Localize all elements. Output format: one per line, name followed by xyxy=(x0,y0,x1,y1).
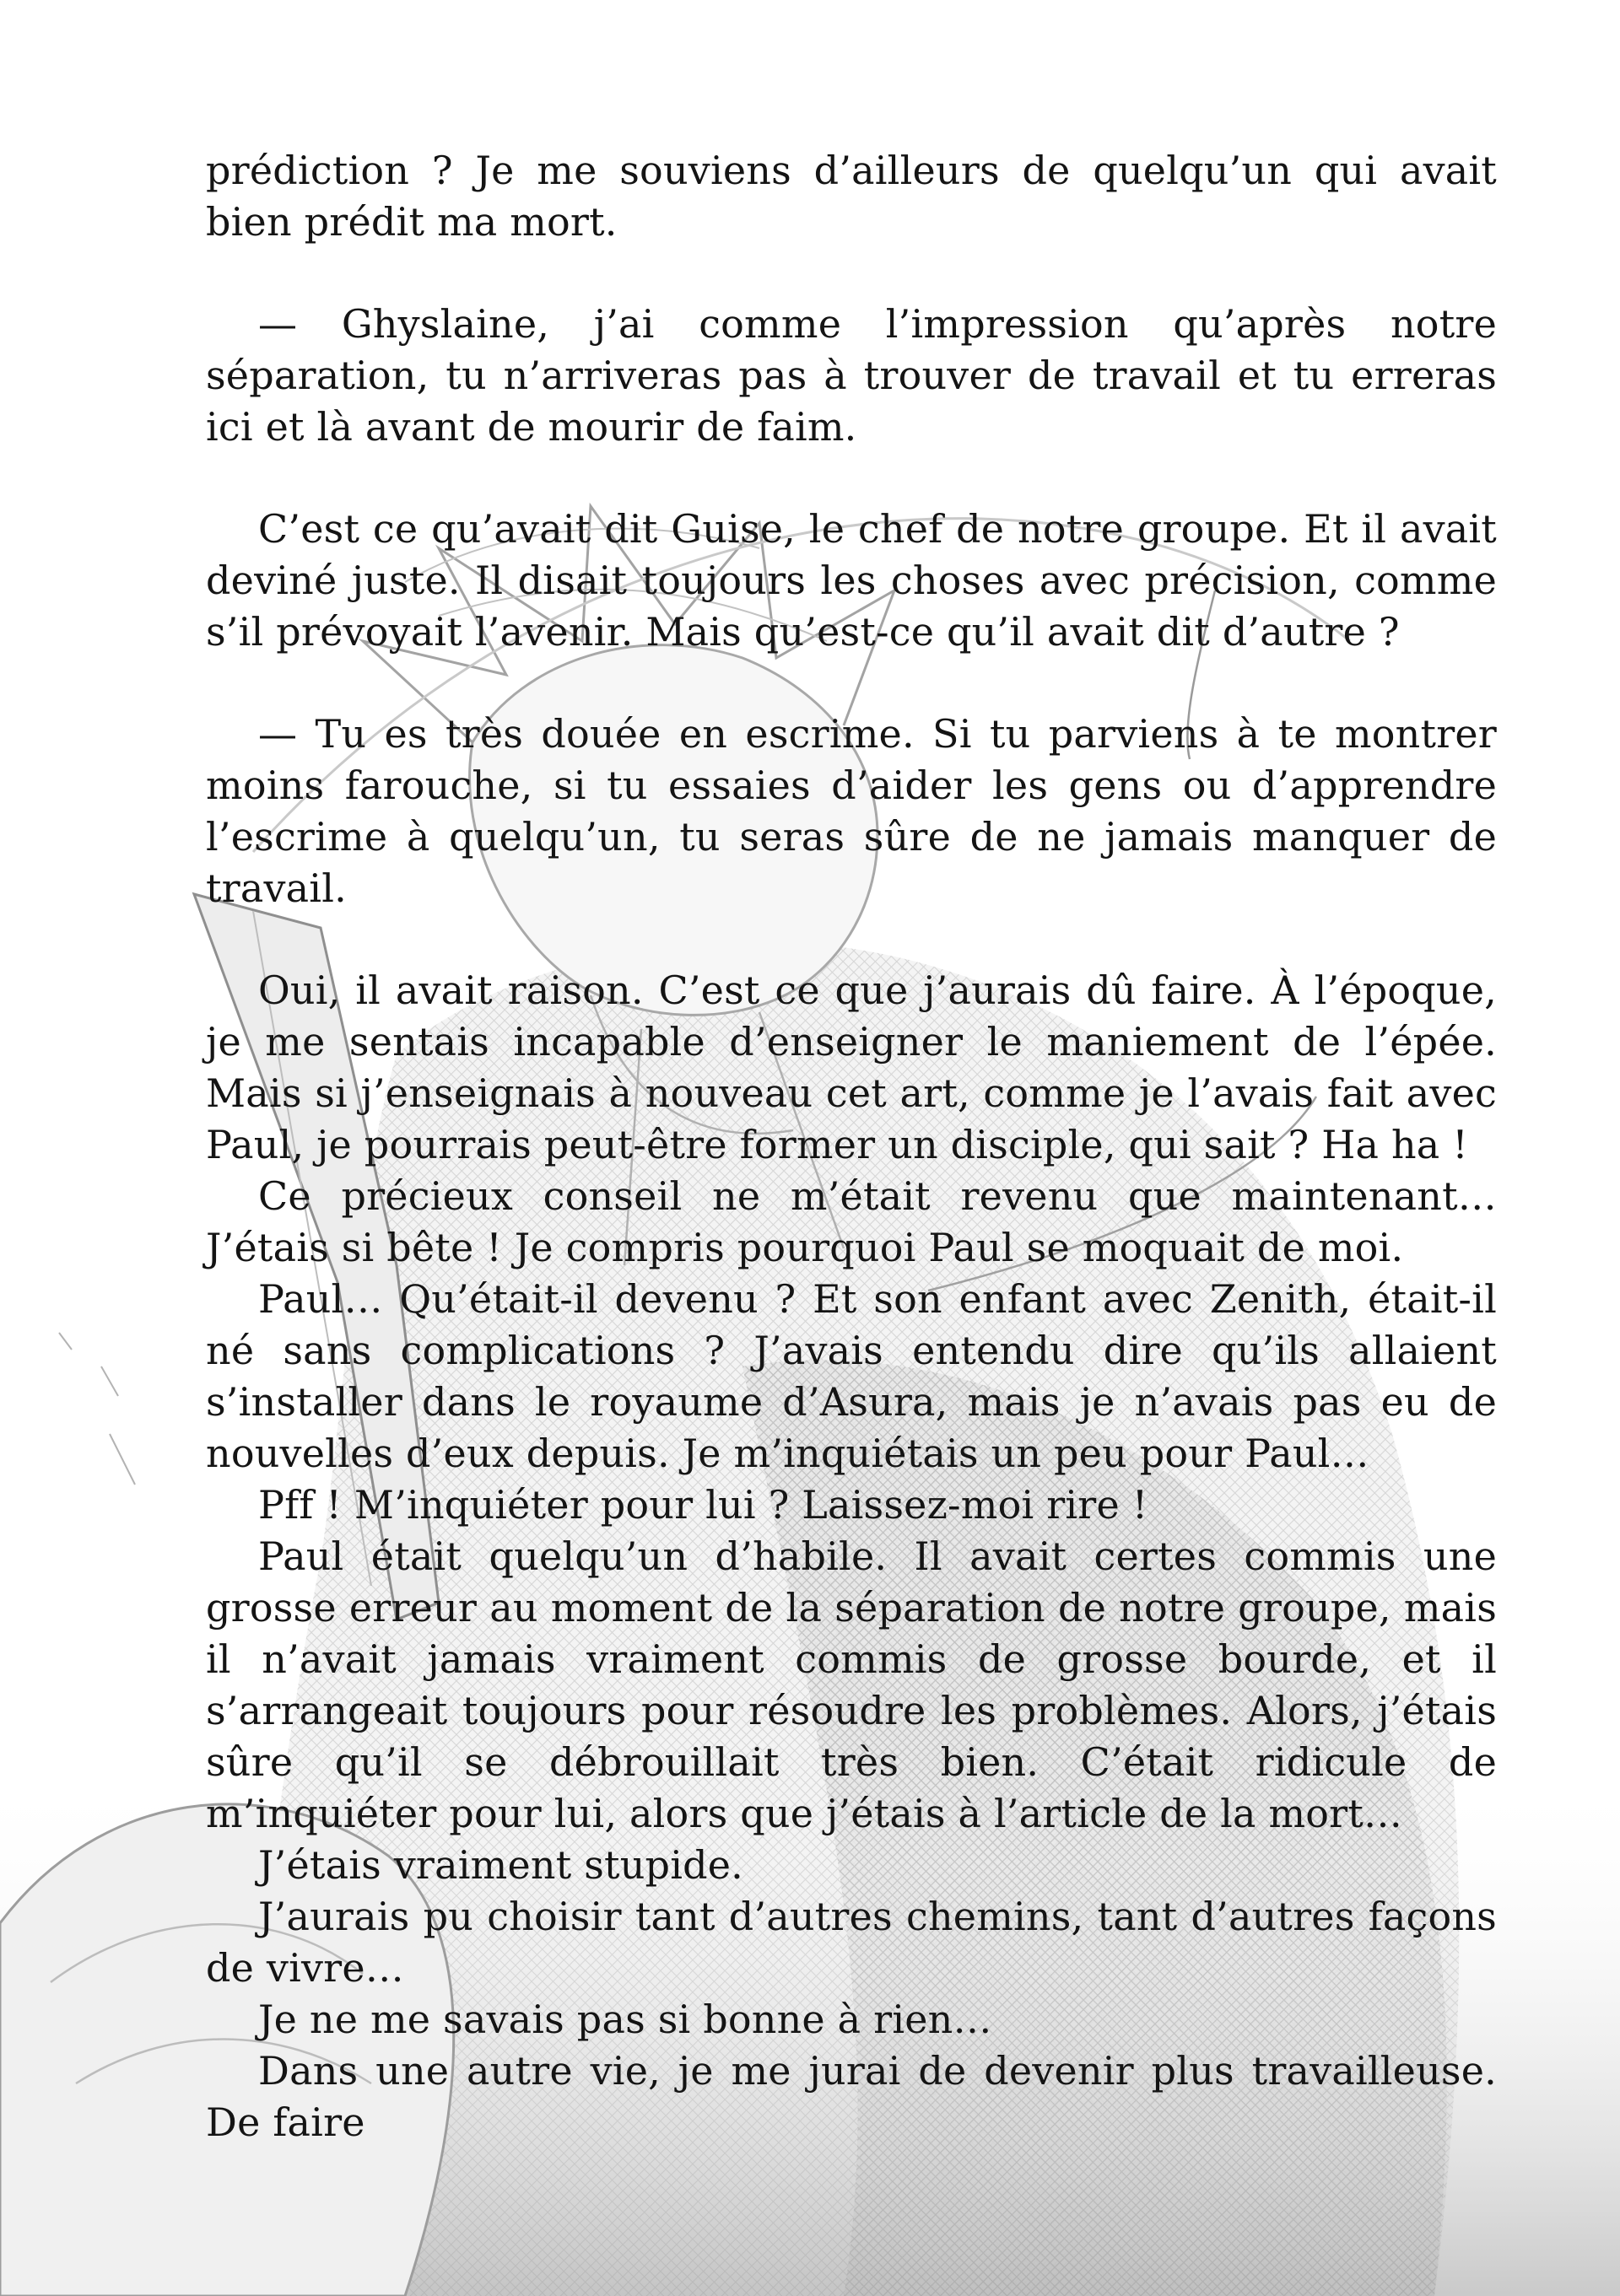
body-text xyxy=(206,145,1497,2148)
paragraph-3: C’est ce qu’avait dit Guise, le chef de notre groupe. Et il avait deviné juste. Il disait toujours les choses avec précision, comme s’il prévoyait l’avenir. Mais qu’est-ce qu’il avait dit d’autre ? xyxy=(206,506,1497,655)
paragraph-11: J’aurais pu choisir tant d’autres chemins, tant d’autres façons de vivre… xyxy=(206,1894,1497,1991)
paragraph-13: Dans une autre vie, je me jurai de devenir plus travailleuse. De faire xyxy=(206,2048,1497,2145)
paragraph-10: J’étais vraiment stupide. xyxy=(258,1842,743,1888)
paragraph-7: Paul… Qu’était-il devenu ? Et son enfant avec Zenith, était-il né sans complications ? J’avais entendu dire qu’ils allaient s’installer dans le royaume d’Asura, mais je n’avais pas eu de nouvelles d’eux depuis. Je m’inquiétais un peu pour Paul… xyxy=(206,1276,1497,1476)
paragraph-1: prédiction ? Je me souviens d’ailleurs de quelqu’un qui avait bien prédit ma mort. xyxy=(206,148,1497,245)
paragraph-5: Oui, il avait raison. C’est ce que j’aurais dû faire. À l’époque, je me sentais incapable d’enseigner le maniement de l’épée. Mais si j’enseignais à nouveau cet art, comme je l’avais fait avec Paul, je pourrais peut-être former un disciple, qui sait ? Ha ha ! xyxy=(206,967,1497,1167)
paragraph-6: Ce précieux conseil ne m’était revenu que maintenant… J’étais si bête ! Je compris pourquoi Paul se moquait de moi. xyxy=(206,1173,1497,1270)
paragraph-4: — Tu es très douée en escrime. Si tu parviens à te montrer moins farouche, si tu essaies d’aider les gens ou d’apprendre l’escrime à quelqu’un, tu seras sûre de ne jamais manquer de travail. xyxy=(206,711,1497,911)
paragraph-2: — Ghyslaine, j’ai comme l’impression qu’après notre séparation, tu n’arriveras pas à trouver de travail et tu erreras ici et là avant de mourir de faim. xyxy=(206,301,1497,450)
paragraph-9: Paul était quelqu’un d’habile. Il avait certes commis une grosse erreur au moment de la séparation de notre groupe, mais il n’avait jamais vraiment commis de grosse bourde, et il s’arrangeait toujours pour résoudre les problèmes. Alors, j’étais sûre qu’il se débrouillait très bien. C’était ridicule de m’inquiéter pour lui, alors que j’étais à l’article de la mort… xyxy=(206,1533,1497,1836)
paragraph-8: Pff ! M’inquiéter pour lui ? Laissez-moi rire ! xyxy=(258,1482,1148,1528)
paragraph-12: Je ne me savais pas si bonne à rien… xyxy=(258,1997,992,2042)
